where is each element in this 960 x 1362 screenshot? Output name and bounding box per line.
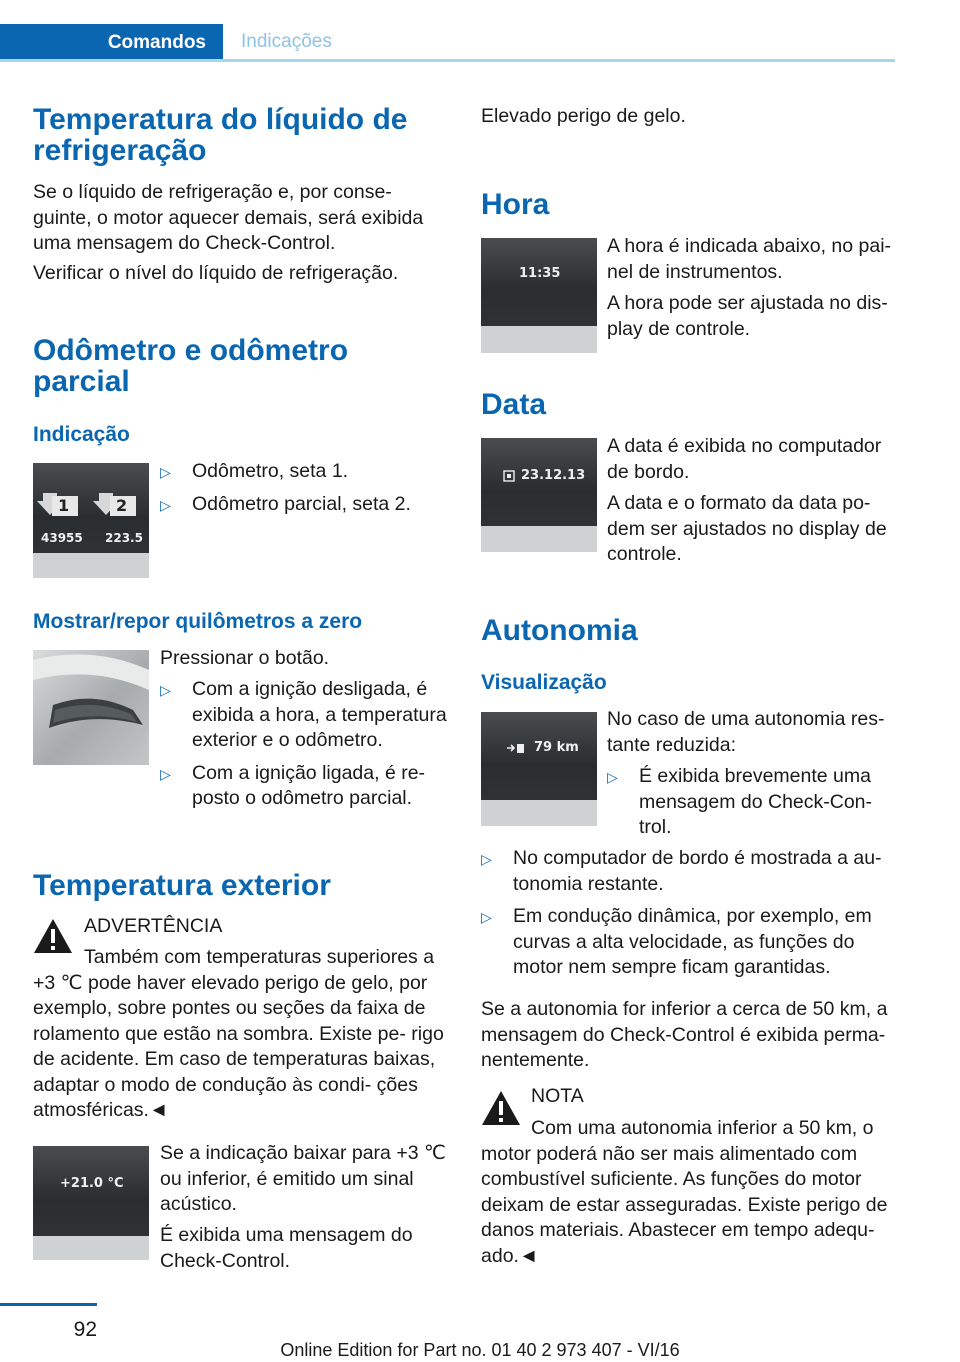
- autonomia-list: [481, 846, 896, 981]
- warning-label: ADVERTÊNCIA: [84, 915, 223, 937]
- reset-subtitle: Mostrar/repor quilômetros a zero: [33, 610, 363, 633]
- exterior-title: Temperatura exterior: [33, 869, 331, 902]
- footer-divider: [0, 1303, 97, 1306]
- autonomia-paragraph-2: Se a autonomia for inferior a cerca de 50 km, a mensagem do Check-Control é exibida perma- nentemente.: [481, 998, 888, 1071]
- note-label: NOTA: [531, 1085, 584, 1107]
- edition-text: Online Edition for Part no. 01 40 2 973 407 - VI/16: [280, 1340, 680, 1360]
- triangle-bullet-icon: ▷: [160, 682, 171, 698]
- press-button-text: Pressionar o botão.: [160, 647, 330, 669]
- reset-list: [160, 677, 450, 812]
- data-paragraph-1: A data é exibida no computador de bordo.: [607, 435, 882, 483]
- trip-value: 223.5: [105, 531, 143, 545]
- tab-comandos[interactable]: Comandos: [0, 24, 223, 62]
- coolant-paragraph: Se o líquido de refrigeração e, por conse- guinte, o motor aquecer demais, será exibida uma mensagem do Check-Control.: [33, 181, 424, 254]
- range-image: [481, 712, 597, 826]
- arrow-1-label: 1: [58, 496, 70, 515]
- autonomia-inner-list: [607, 764, 892, 841]
- note-text: Com uma autonomia inferior a 50 km, o motor poderá não ser mais alimentado com combustível suficiente. As funções do motor deixam de estar asseguradas. Existe perigo de danos materiais. Abastecer em tempo adequ- ado.◄: [481, 1117, 888, 1267]
- range-value: 79 km: [534, 740, 579, 755]
- triangle-bullet-icon: ▷: [160, 765, 171, 782]
- list-item: ▷ É exibida brevemente uma mensagem do Check-Con- trol.: [607, 765, 873, 838]
- hora-paragraph-2: A hora pode ser ajustada no dis- play de controle.: [607, 292, 888, 340]
- tab-indicacoes[interactable]: Indicações: [241, 31, 332, 52]
- autonomia-title: Autonomia: [481, 614, 638, 647]
- warning-text: Também com temperaturas superiores a +3 ℃ pode haver elevado perigo de gelo, por exemplo, sobre pontes ou seções da faixa de rolamento que estão na sombra. Existe pe- rigo de acidente. Em caso de temperaturas baixas, adaptar o modo de condução às condi- ções atmosféricas.◄: [33, 946, 444, 1121]
- odometer-title: Odômetro e odômetro parcial: [33, 334, 349, 398]
- list-item: ▷ Com a ignição ligada, é re- posto o odômetro parcial.: [160, 761, 426, 809]
- page-number: 92: [73, 1318, 97, 1341]
- header-divider: [0, 59, 895, 62]
- exterior-paragraph-1: Se a indicação baixar para +3 ℃ ou inferior, é emitido um sinal acústico.: [160, 1142, 446, 1215]
- date-value: 23.12.13: [521, 468, 586, 483]
- coolant-title: Temperatura do líquido de refrigeração: [33, 103, 408, 167]
- list-item: ▷ Com a ignição desligada, é exibida a hora, a temperatura exterior e o odômetro.: [160, 678, 447, 751]
- exterior-temp-value: +21.0 °C: [60, 1176, 124, 1191]
- exterior-continued: Elevado perigo de gelo.: [481, 105, 686, 127]
- list-item: ▷ No computador de bordo é mostrada a au- tonomia restante.: [481, 847, 882, 895]
- exterior-temp-image: [33, 1146, 149, 1260]
- reset-button-image: [33, 650, 149, 765]
- triangle-bullet-icon: ▷: [481, 909, 492, 925]
- exterior-paragraph-2: É exibida uma mensagem do Check-Control.: [160, 1224, 413, 1272]
- hora-title: Hora: [481, 188, 550, 221]
- data-paragraph-2: A data e o formato da data po- dem ser ajustados no display de controle.: [607, 492, 887, 565]
- autonomia-subtitle: Visualização: [481, 671, 607, 694]
- triangle-bullet-icon: ▷: [607, 769, 618, 785]
- odometer-subtitle-indicacao: Indicação: [33, 423, 130, 446]
- autonomia-paragraph-1: No caso de uma autonomia res- tante reduzida:: [607, 708, 885, 756]
- clock-image: [481, 238, 597, 353]
- list-item: ▷ Odômetro parcial, seta 2.: [160, 492, 450, 518]
- odometer-list: [160, 459, 450, 517]
- odometer-value: 43955: [41, 531, 83, 545]
- list-item: ▷ Odômetro, seta 1.: [160, 459, 450, 485]
- odometer-image: [33, 463, 149, 578]
- triangle-bullet-icon: ▷: [160, 464, 171, 480]
- date-image: [481, 438, 597, 552]
- fuel-arrow-icon: [506, 742, 526, 754]
- coolant-paragraph-2: Verificar o nível do líquido de refrigeração.: [33, 262, 399, 284]
- clock-value: 11:35: [519, 266, 561, 281]
- arrow-2-label: 2: [116, 496, 128, 515]
- triangle-bullet-icon: ▷: [481, 851, 492, 867]
- triangle-bullet-icon: ▷: [160, 496, 171, 513]
- calendar-icon: [503, 470, 515, 482]
- data-title: Data: [481, 388, 547, 421]
- list-item: ▷ Em condução dinâmica, por exemplo, em curvas a alta velocidade, as funções do motor nem sempre ficam garantidas.: [481, 905, 872, 978]
- hora-paragraph-1: A hora é indicada abaixo, no pai- nel de instrumentos.: [607, 235, 892, 283]
